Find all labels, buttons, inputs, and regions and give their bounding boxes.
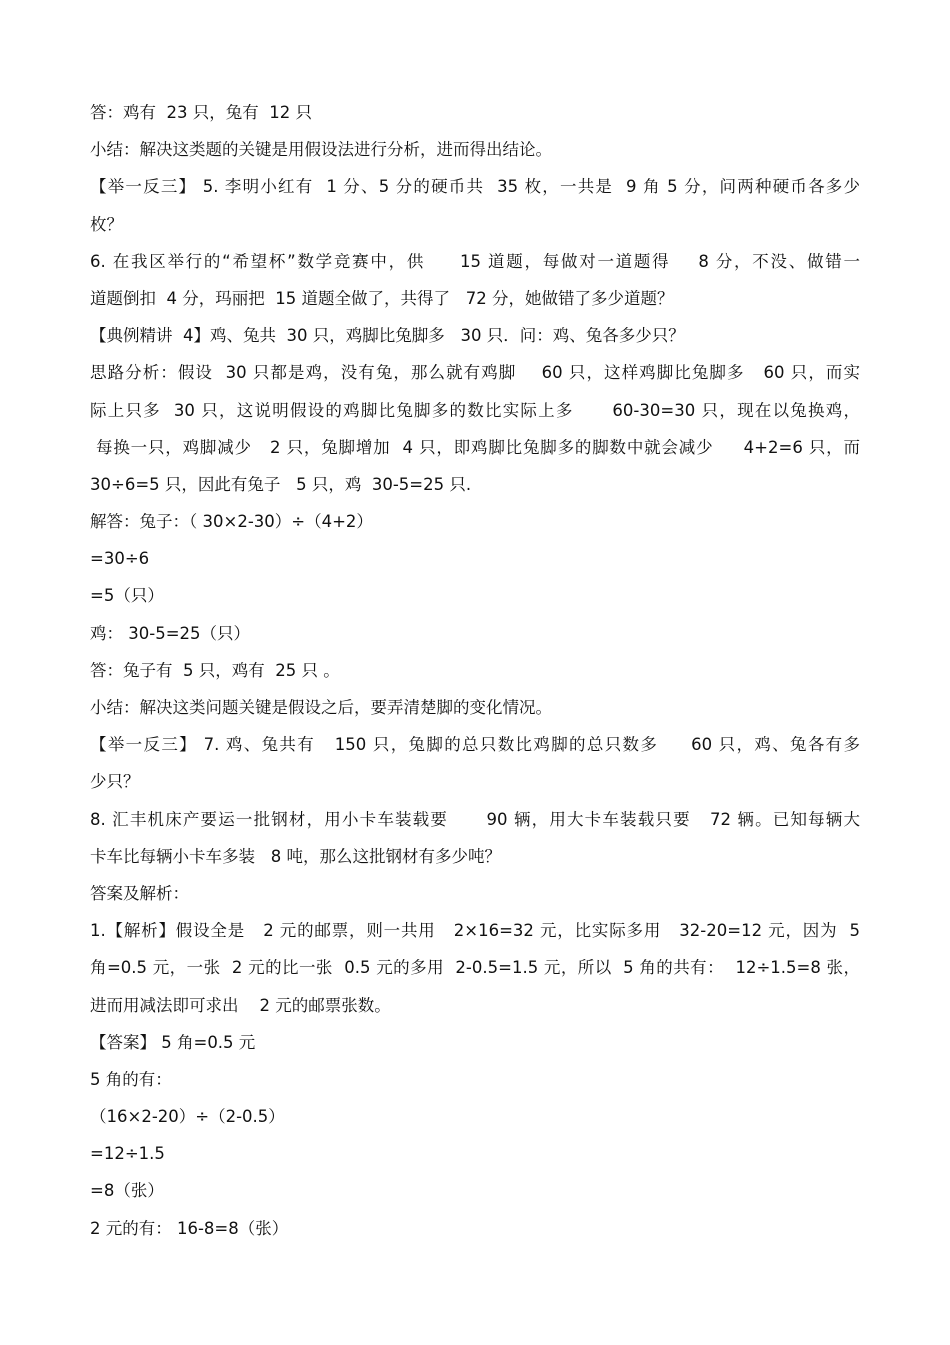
text-line: 思路分析：假设 30 只都是鸡，没有兔，那么就有鸡脚 60 只，这样鸡脚比兔脚多 60 只，而实 xyxy=(90,363,860,383)
text-line: 每换一只，鸡脚减少 2 只，兔脚增加 4 只，即鸡脚比兔脚多的脚数中就会减少 4+2=6 只，而 xyxy=(90,437,860,457)
text-line: =12÷1.5 xyxy=(90,1144,165,1164)
text-line: 6. 在我区举行的“希望杯”数学竞赛中，供 15 道题，每做对一道题得 8 分，不没、做错一 xyxy=(90,251,860,271)
text-line: =5（只） xyxy=(90,586,164,606)
text-line: 【典例精讲 4】鸡、兔共 30 只，鸡脚比兔脚多 30 只．问：鸡、兔各多少只？ xyxy=(90,326,685,346)
text-line: 答案及解析： xyxy=(90,883,189,903)
text-line: 小结：解决这类问题关键是假设之后，要弄清楚脚的变化情况。 xyxy=(90,698,552,717)
text-line: =8（张） xyxy=(90,1181,164,1201)
text-line: 卡车比每辆小卡车多装 8 吨，那么这批钢材有多少吨？ xyxy=(90,846,501,866)
text-line: 角=0.5 元，一张 2 元的比一张 0.5 元的多用 2-0.5=1.5 元，所以 5 角的共有： 12÷1.5=8 张， xyxy=(90,958,860,978)
text-line: 答：兔子有 5 只，鸡有 25 只 。 xyxy=(90,660,340,680)
text-line: 5 角的有： xyxy=(90,1069,172,1089)
text-line: 进而用减法即可求出 2 元的邮票张数。 xyxy=(90,995,391,1015)
text-line: 【举一反三】 5. 李明小红有 1 分、5 分的硬币共 35 枚，一共是 9 角 5 分，问两种硬币各多少 xyxy=(90,177,860,197)
text-line: 解答：兔子：（ 30×2-30）÷（4+2） xyxy=(90,512,373,532)
text-line: 道题倒扣 4 分，玛丽把 15 道题全做了，共得了 72 分，她做错了多少道题？ xyxy=(90,288,674,308)
text-line: 2 元的有： 16-8=8（张） xyxy=(90,1218,289,1238)
text-line: 【答案】 5 角=0.5 元 xyxy=(90,1032,256,1052)
text-line: 8. 汇丰机床产要运一批钢材，用小卡车装载要 90 辆，用大卡车装载只要 72 辆。已知每辆大 xyxy=(90,809,860,829)
text-line: 1.【解析】假设全是 2 元的邮票，则一共用 2×16=32 元，比实际多用 32-20=12 元，因为 5 xyxy=(90,921,860,941)
text-line: 际上只多 30 只，这说明假设的鸡脚比兔脚多的数比实际上多 60-30=30 只，现在以兔换鸡， xyxy=(90,400,860,420)
text-line: =30÷6 xyxy=(90,549,150,569)
document-body xyxy=(90,94,860,1247)
text-line: 少只？ xyxy=(90,772,140,792)
text-line: 答：鸡有 23 只，兔有 12 只 xyxy=(90,103,312,122)
text-line: 小结：解决这类题的关键是用假设法进行分析，进而得出结论。 xyxy=(90,140,552,160)
text-line: 30÷6=5 只，因此有兔子 5 只，鸡 30-5=25 只. xyxy=(90,474,472,494)
text-line: 枚？ xyxy=(90,214,123,234)
text-line: 鸡： 30-5=25（只） xyxy=(90,623,251,643)
text-line: 【举一反三】 7. 鸡、兔共有 150 只，兔脚的总只数比鸡脚的总只数多 60 只，鸡、兔各有多 xyxy=(90,735,860,755)
text-line: （16×2-20）÷（2-0.5） xyxy=(90,1107,285,1127)
